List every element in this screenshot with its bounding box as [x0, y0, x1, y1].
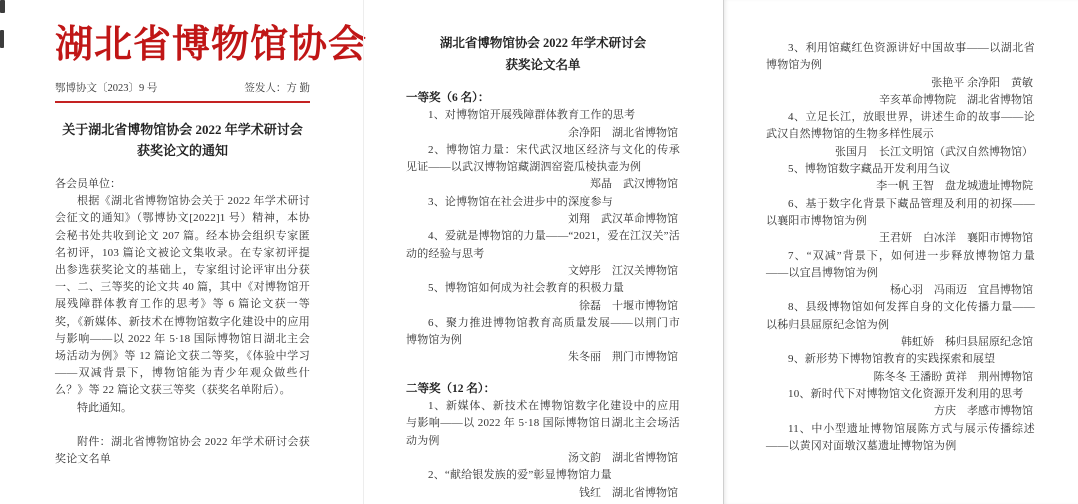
paper-title: 11、中小型遗址博物馆展陈方式与展示传播综述——以黄冈对面墩汉墓遗址博物馆为例	[766, 422, 1035, 452]
notice-body: 根据《湖北省博物馆协会关于 2022 年学术研讨会征文的通知》（鄂博协文[2022]1 号）精神，本协会秘书处共收到论文 207 篇。经本协会组织专家匿名初评，103 篇论文被论文集收录。在专家初评提出参选获奖论文的基础上，专家组讨论评审出分获一、二、三等奖的论文共 40 篇，其中《对博物馆开展残障群体教育工作的思考》等 6 篇论文获一等奖，《新媒体、新技术在博物馆数字化建设中的应用与影响——以 2022 年 5·18 国际博物馆日湖北主会场活动为例》等 12 篇论文获二等奖，《体验中学习——双减背景下，博物馆能为青少年观众做些什么？》等 22 篇论文获三等奖（获奖名单附后）。	[55, 195, 310, 397]
doc-meta-row	[55, 80, 310, 95]
page-notice	[0, 0, 368, 504]
list-title	[406, 32, 680, 76]
letterhead-title: 湖北省博物馆协会	[55, 24, 368, 66]
notice-title-line1: 关于湖北省博物馆协会 2022 年学术研讨会	[62, 122, 303, 137]
doc-number: 鄂博协文〔2023〕9 号	[55, 83, 158, 94]
paper-title: 3、论博物馆在社会进步中的深度参与	[428, 195, 613, 208]
paper-authors: 文婷彤 江汉关博物馆	[568, 264, 678, 277]
paper-authors: 张国月 长江文明馆（武汉自然博物馆）	[835, 145, 1033, 158]
issuer: 签发人：方 勤	[244, 83, 310, 94]
attachment-line: 附件：湖北省博物馆协会 2022 年学术研讨会获奖论文名单	[55, 435, 310, 466]
list-title-line2: 获奖论文名单	[505, 58, 581, 72]
paper-title: 5、博物馆如何成为社会教育的积极力量	[428, 282, 625, 295]
paper-title: 7、“双减”背景下，如何进一步释放博物馆力量——以宜昌博物馆为例	[766, 249, 1035, 279]
second-prize-items-continued	[766, 40, 1035, 455]
paper-authors: 方庆 孝感市博物馆	[934, 405, 1033, 418]
paper-title: 6、基于数字化背景下藏品管理及利用的初探——以襄阳市博物馆为例	[766, 197, 1035, 227]
paper-title: 2、博物馆力量：宋代武汉地区经济与文化的传承见证——以武汉博物馆藏湖泗窑瓷瓜棱执壶为例	[406, 143, 680, 174]
paper-authors: 汤文韵 湖北省博物馆	[568, 451, 678, 464]
paper-authors: 刘翔 武汉革命博物馆	[568, 213, 678, 226]
paper-authors: 徐磊 十堰市博物馆	[579, 299, 678, 312]
paper-authors: 钱红 湖北省博物馆	[579, 486, 678, 499]
paper-authors: 余净阳 湖北省博物馆	[568, 126, 678, 139]
paper-authors: 张艳平 余净阳 黄敏	[931, 76, 1033, 89]
first-prize-items	[406, 107, 680, 366]
page-award-list-1	[363, 0, 723, 504]
salutation: 各会员单位：	[55, 178, 121, 190]
first-prize-heading: 一等奖（6 名）：	[406, 92, 490, 104]
paper-authors: 杨心羽 冯雨迈 宜昌博物馆	[890, 284, 1033, 297]
paper-title: 6、聚力推进博物馆教育高质量发展——以荆门市博物馆为例	[406, 316, 680, 347]
notice-title-line2: 获奖论文的通知	[136, 143, 228, 158]
paper-title: 2、“献给银发族的爱”彰显博物馆力量	[428, 469, 612, 482]
second-prize-items	[406, 398, 680, 502]
page-award-list-2	[723, 0, 1078, 504]
closing-line: 特此通知。	[77, 401, 132, 414]
paper-title: 4、立足长江，放眼世界，讲述生命的故事——论武汉自然博物馆的生物多样性展示	[766, 111, 1035, 141]
paper-title: 3、利用馆藏红色资源讲好中国故事——以湖北省博物馆为例	[766, 42, 1035, 72]
paper-authors: 韩虹娇 秭归县屈原纪念馆	[901, 336, 1033, 349]
paper-authors: 陈冬冬 王潘盼 黄祥 荆州博物馆	[873, 370, 1033, 383]
paper-title: 5、博物馆数字藏品开发利用刍议	[788, 163, 951, 176]
scan-artifact	[0, 30, 4, 48]
paper-title: 4、爱就是博物馆的力量——“2021，爱在江汉关”活动的经验与思考	[406, 230, 680, 260]
scan-artifact	[0, 0, 5, 13]
paper-title: 1、新媒体、新技术在博物馆数字化建设中的应用与影响——以 2022 年 5·18 国际博物馆日湖北主会场活动为例	[406, 400, 680, 447]
red-divider	[55, 101, 310, 103]
notice-title	[55, 119, 310, 161]
paper-title: 8、县级博物馆如何发挥自身的文化传播力量——以秭归县屈原纪念馆为例	[766, 301, 1035, 331]
paper-authors: 王君妍 白冰洋 襄阳市博物馆	[879, 232, 1033, 245]
paper-title: 1、对博物馆开展残障群体教育工作的思考	[428, 109, 636, 122]
list-title-line1: 湖北省博物馆协会 2022 年学术研讨会	[439, 36, 647, 50]
paper-authors: 朱冬丽 荆门市博物馆	[568, 351, 678, 364]
paper-authors: 辛亥革命博物院 湖北省博物馆	[879, 93, 1033, 106]
paper-authors: 郑晶 武汉博物馆	[590, 178, 678, 191]
paper-title: 10、新时代下对博物馆文化资源开发利用的思考	[788, 387, 1024, 400]
paper-authors: 李一帆 王智 盘龙城遗址博物院	[876, 180, 1033, 193]
second-prize-heading: 二等奖（12 名）：	[406, 382, 496, 395]
paper-title: 9、新形势下博物馆教育的实践探索和展望	[788, 353, 996, 366]
